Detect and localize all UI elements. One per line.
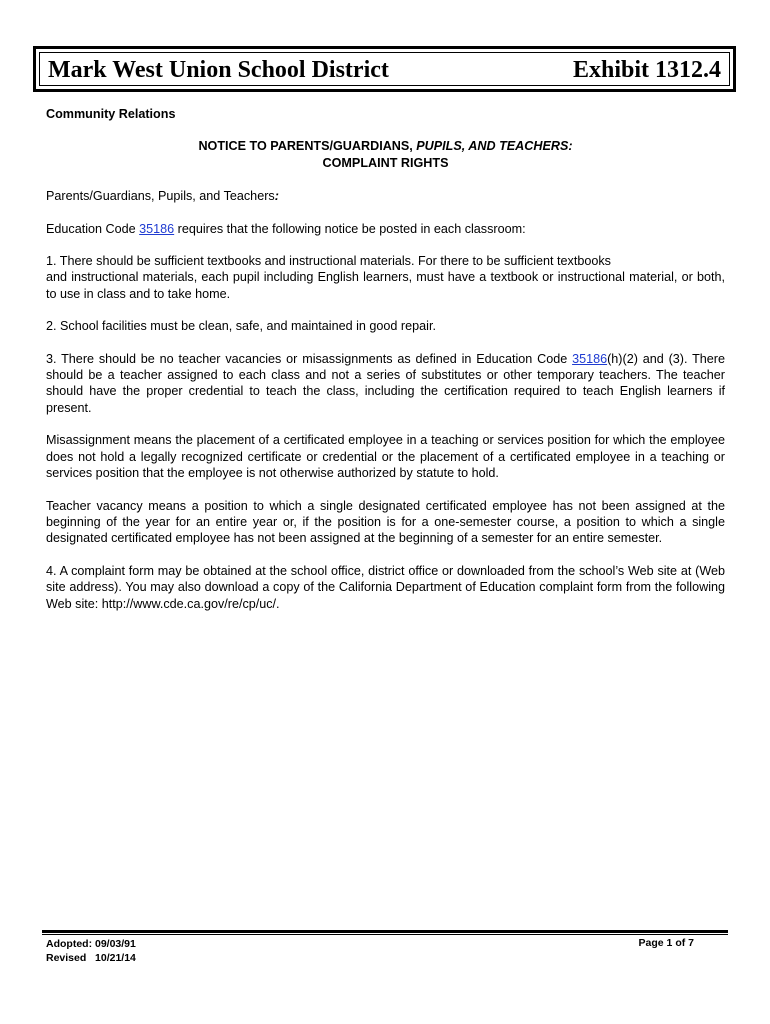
item-1-line1: 1. There should be sufficient textbooks and instructional materials. For there to be sufficient textbooks [46, 254, 611, 269]
item-3-before: 3. There should be no teacher vacancies or misassignments as defined in Education Code [46, 351, 573, 366]
footer-dates [46, 937, 136, 965]
district-name: Mark West Union School District [48, 57, 389, 83]
salutation-text: Parents/Guardians, Pupils, and Teachers [46, 189, 275, 204]
education-code-link[interactable]: 35186 [139, 221, 175, 236]
footer-rule-thin [42, 934, 728, 935]
misassignment-definition: Misassignment means the placement of a certificated employee in a teaching or services position for which the employee does not hold a legally recognized certificate or credential or the placement of a certificated employee in a teaching or services position that the employee is not otherwise authorized by statute to hold. [46, 433, 725, 481]
notice-title-plain: NOTICE TO PARENTS/GUARDIANS, [198, 139, 417, 154]
item-1-rest: and instructional materials, each pupil including English learners, must have a textbook or instructional material, or both, to use in class and to take home. [46, 270, 725, 301]
salutation-colon: : [274, 189, 279, 204]
header-inner-border [39, 52, 730, 86]
education-code-link-2[interactable]: 35186 [572, 351, 608, 366]
salutation [46, 188, 725, 204]
adopted-date: Adopted: 09/03/91 [46, 938, 136, 950]
page-number: Page 1 of 7 [638, 937, 694, 949]
notice-subtitle: COMPLAINT RIGHTS [322, 155, 449, 170]
notice-title [46, 138, 725, 171]
item-3-after: (h)(2) and (3). There should be a teacher assigned to each class and not a series of substitutes or other temporary teachers. The teacher should have the proper credential to teach the class, including the certification required to teach English learners if present. [46, 351, 725, 415]
intro-after: requires that the following notice be posted in each classroom: [174, 221, 526, 236]
item-3 [46, 351, 725, 417]
item-1 [46, 253, 725, 302]
revised-date: Revised 10/21/14 [46, 952, 136, 964]
footer-rule [42, 930, 728, 933]
intro-before: Education Code [46, 221, 140, 236]
document-body [46, 106, 725, 612]
header-box [33, 46, 736, 92]
exhibit-number: Exhibit 1312.4 [572, 57, 721, 83]
intro-paragraph [46, 221, 725, 237]
vacancy-definition: Teacher vacancy means a position to which a single designated certificated employee has not been assigned at the beginning of the year for an entire year or, if the position is for a one-semester course, a position to which a single designated certificated employee has not been assigned at the beginning of a semester for an entire semester. [46, 498, 725, 546]
item-2: 2. School facilities must be clean, safe, and maintained in good repair. [46, 319, 436, 334]
notice-title-italic: PUPILS, AND TEACHERS: [416, 139, 573, 154]
item-4: 4. A complaint form may be obtained at the school office, district office or downloaded from the school’s Web site at (Web site address). You may also download a copy of the California Department of Education complaint form from the following Web site: http://www.cde.ca.gov/re/cp/uc/. [46, 563, 725, 611]
section-label: Community Relations [46, 107, 176, 121]
